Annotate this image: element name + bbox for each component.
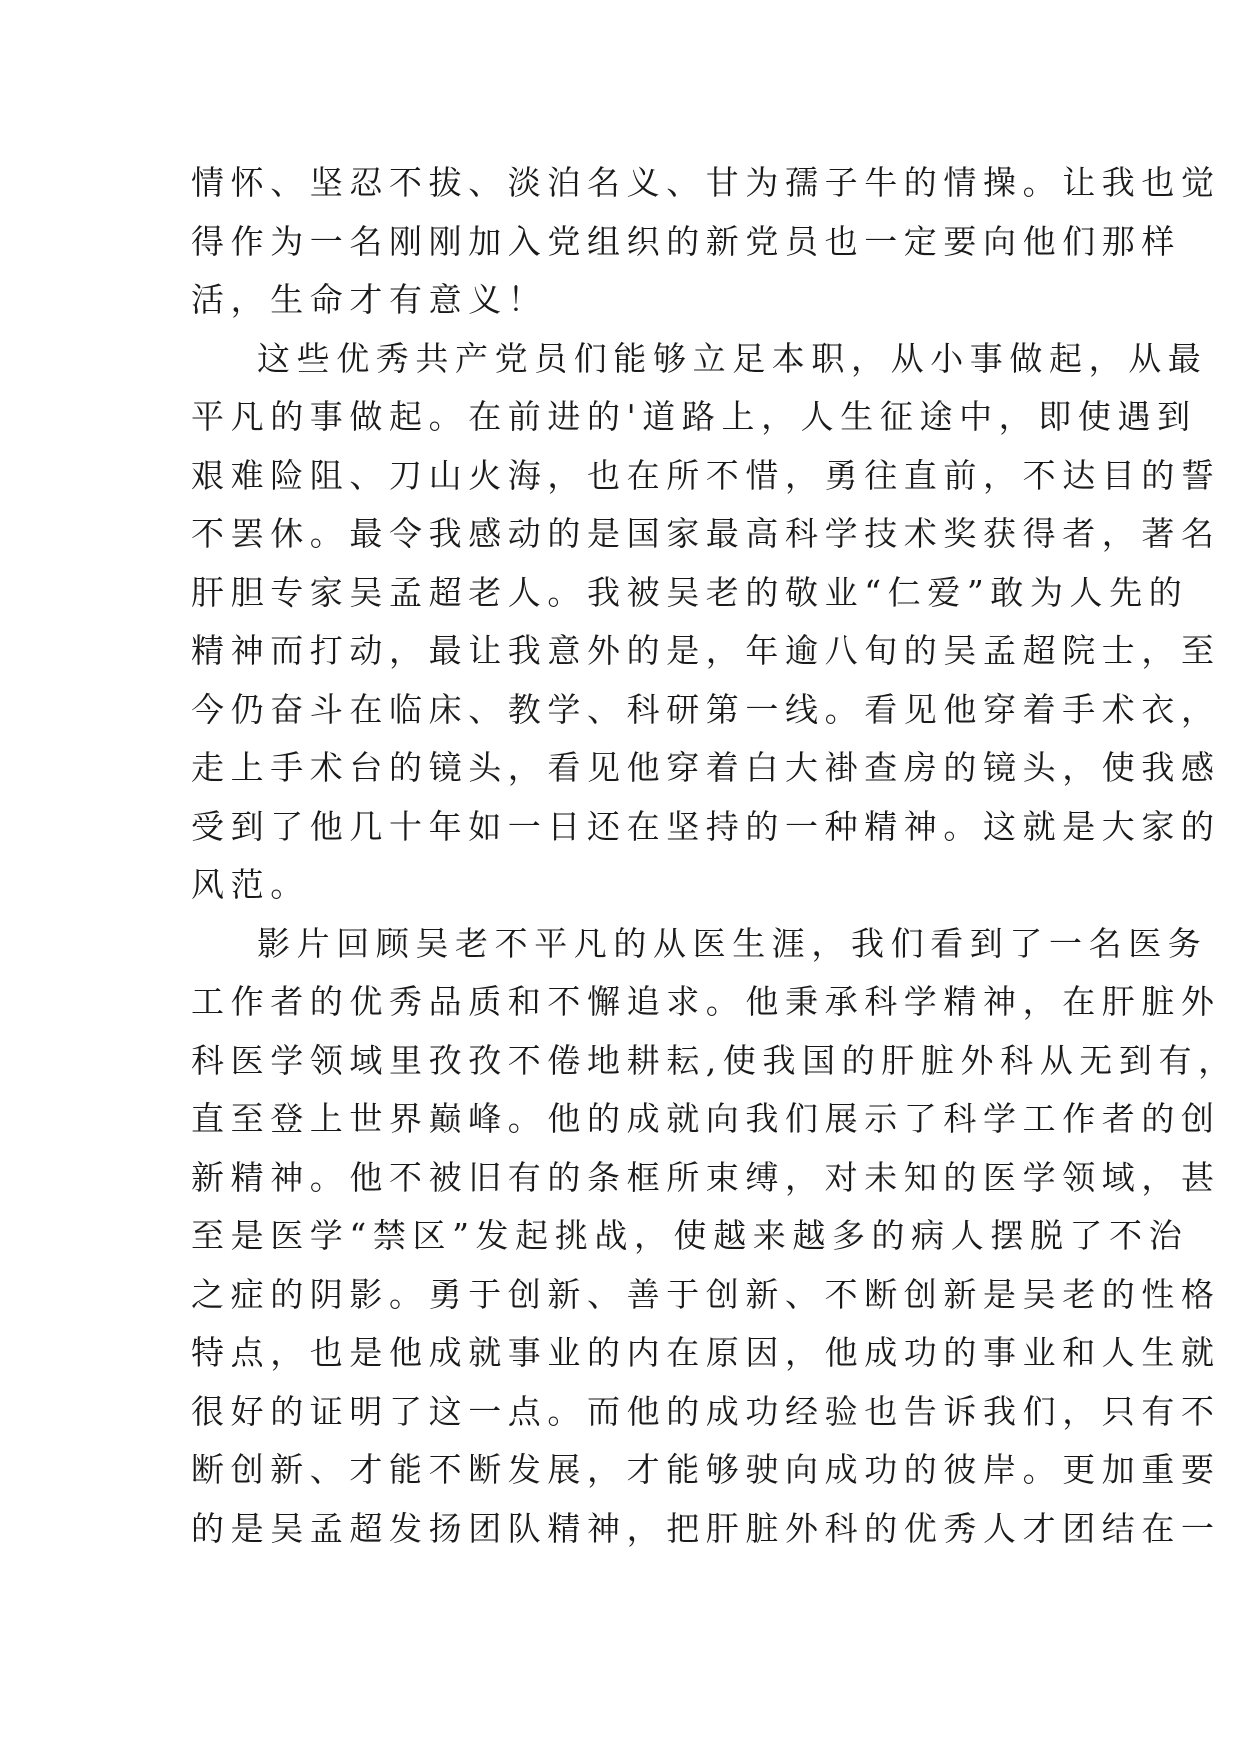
text-line: 很好的证明了这一点。而他的成功经验也告诉我们，只有不	[191, 1391, 1221, 1431]
text-line: 的是吴孟超发扬团队精神，把肝脏外科的优秀人才团结在一	[191, 1508, 1221, 1548]
text-line: 艰难险阻、刀山火海，也在所不惜，勇往直前，不达目的誓	[191, 455, 1221, 495]
text-line: 情怀、坚忍不拔、淡泊名义、甘为孺子牛的情操。让我也觉	[191, 163, 1221, 202]
text-line: 工作者的优秀品质和不懈追求。他秉承科学精神，在肝脏外	[191, 982, 1221, 1021]
text-line: 科医学领域里孜孜不倦地耕耘,使我国的肝脏外科从无到有，	[191, 1040, 1238, 1080]
text-line: 特点，也是他成就事业的内在原因，他成功的事业和人生就	[191, 1333, 1221, 1372]
text-line: 风范。	[191, 865, 310, 904]
text-line: 精神而打动，最让我意外的是，年逾八旬的吴孟超院士，至	[191, 631, 1221, 670]
paragraph-first-line: 影片回顾吴老不平凡的从医生涯，我们看到了一名医务	[257, 923, 1208, 963]
text-line: 走上手术台的镜头，看见他穿着白大褂查房的镜头，使我感	[191, 748, 1221, 787]
paragraph-first-line: 这些优秀共产党员们能够立足本职，从小事做起，从最	[257, 338, 1208, 378]
text-line: 平凡的事做起。在前进的'道路上，人生征途中，即使遇到	[191, 397, 1197, 436]
text-line: 活，生命才有意义！	[191, 280, 548, 319]
text-line: 今仍奋斗在临床、教学、科研第一线。看见他穿着手术衣，	[191, 689, 1221, 729]
text-line: 至是医学“禁区”发起挑战，使越来越多的病人摆脱了不治	[191, 1216, 1189, 1255]
text-line: 受到了他几十年如一日还在坚持的一种精神。这就是大家的	[191, 806, 1221, 846]
body-text	[191, 154, 1238, 1558]
text-line: 得作为一名刚刚加入党组织的新党员也一定要向他们那样	[191, 221, 1181, 261]
text-line: 断创新、才能不断发展，才能够驶向成功的彼岸。更加重要	[191, 1450, 1221, 1489]
text-line: 之症的阴影。勇于创新、善于创新、不断创新是吴老的性格	[191, 1274, 1221, 1314]
text-line: 不罢休。最令我感动的是国家最高科学技术奖获得者，著名	[191, 514, 1221, 553]
text-line: 新精神。他不被旧有的条框所束缚，对未知的医学领域，甚	[191, 1157, 1221, 1197]
text-line: 直至登上世界巅峰。他的成就向我们展示了科学工作者的创	[191, 1099, 1221, 1138]
text-line: 肝胆专家吴孟超老人。我被吴老的敬业“仁爱”敢为人先的	[191, 572, 1189, 612]
